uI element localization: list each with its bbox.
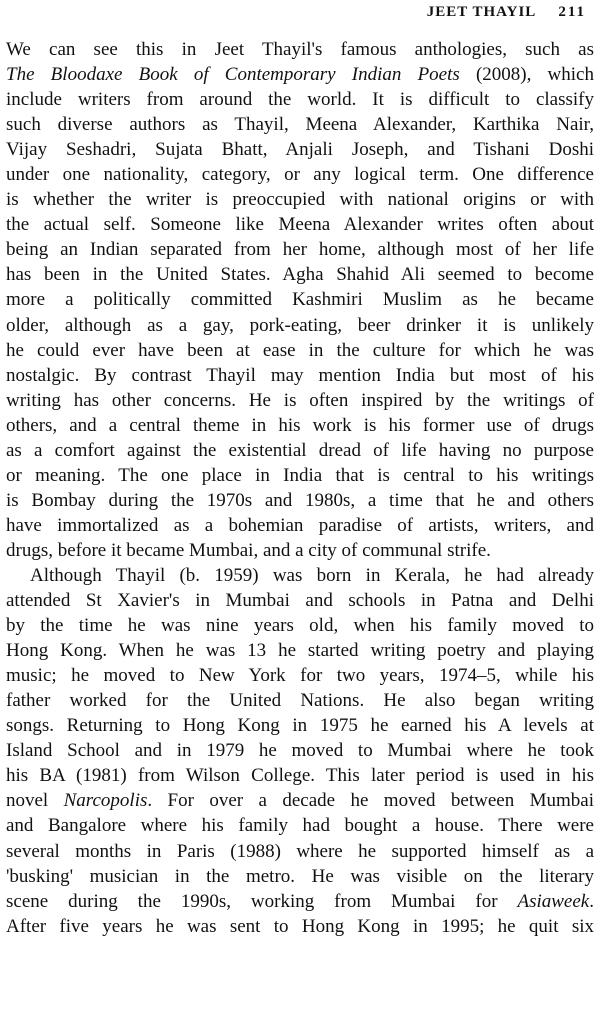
text-segment: his BA (1981) from Wilson College. This later period is used in his [6, 765, 594, 787]
text-line [6, 839, 594, 864]
text-segment: by the time he was nine years old, when his family moved to [6, 615, 594, 637]
text-line [6, 613, 594, 638]
text-segment: Although Thayil (b. 1959) was born in Kerala, he had already [30, 564, 594, 586]
text-segment: others, and a central theme in his work is his former use of drugs [6, 414, 594, 436]
text-line [6, 438, 594, 463]
text-segment: being an Indian separated from her home, although most of her life [6, 239, 594, 261]
text-line [6, 813, 594, 838]
text-segment: songs. Returning to Hong Kong in 1975 he earned his A levels at [6, 715, 594, 737]
text-line [6, 313, 594, 338]
text-segment: under one nationality, category, or any logical term. One difference [6, 164, 594, 186]
text-segment: After five years he was sent to Hong Kong in 1995; he quit six [6, 915, 594, 937]
text-segment: . For over a decade he moved between Mumbai [147, 790, 594, 812]
text-line [6, 513, 594, 538]
text-segment: has been in the United States. Agha Shahid Ali seemed to become [6, 264, 594, 286]
text-segment: or meaning. The one place in India that is central to his writings [6, 464, 594, 486]
text-line [6, 162, 594, 187]
text-line [6, 237, 594, 262]
text-segment: have immortalized as a bohemian paradise of artists, writers, and [6, 514, 594, 536]
text-line [6, 688, 594, 713]
text-segment: and Bangalore where his family had bought a house. There were [6, 815, 594, 837]
text-line [6, 889, 594, 914]
running-head [427, 0, 586, 24]
text-segment: is whether the writer is preoccupied with national origins or with [6, 189, 594, 211]
text-line [6, 413, 594, 438]
text-line [6, 638, 594, 663]
text-line [6, 663, 594, 688]
italic-title: Asiaweek [517, 890, 590, 912]
page-number: 211 [558, 3, 586, 20]
text-segment: nostalgic. By contrast Thayil may mention India but most of his [6, 364, 594, 386]
text-line [6, 864, 594, 889]
text-segment: include writers from around the world. It is difficult to classify [6, 89, 594, 111]
text-line [6, 62, 594, 87]
text-segment: Vijay Seshadri, Sujata Bhatt, Anjali Joseph, and Tishani Doshi [6, 139, 594, 161]
text-line [6, 112, 594, 137]
text-line [6, 187, 594, 212]
text-line [6, 588, 594, 613]
italic-title: The Bloodaxe Book of Contemporary Indian Poets [6, 64, 460, 86]
text-line [6, 37, 594, 62]
italic-title: Narcopolis [63, 790, 148, 812]
text-segment: (2008), which [459, 64, 594, 86]
text-segment: he could ever have been at ease in the culture for which he was [6, 339, 594, 361]
text-line [6, 87, 594, 112]
text-segment: father worked for the United Nations. He also began writing [6, 690, 594, 712]
running-title: JEET THAYIL [426, 3, 537, 20]
text-segment: drugs, before it became Mumbai, and a city of communal strife. [6, 539, 491, 561]
text-segment: music; he moved to New York for two years, 1974–5, while his [6, 665, 594, 687]
text-segment: novel [6, 790, 64, 812]
text-segment: 'busking' musician in the metro. He was visible on the literary [6, 865, 594, 887]
text-segment: writing has other concerns. He is often inspired by the writings of [6, 389, 594, 411]
text-segment: scene during the 1990s, working from Mumbai for [6, 890, 518, 912]
text-line [6, 538, 594, 563]
text-line [6, 363, 594, 388]
text-segment: is Bombay during the 1970s and 1980s, a time that he and others [6, 489, 594, 511]
text-segment: as a comfort against the existential dread of life having no purpose [6, 439, 594, 461]
text-line [6, 137, 594, 162]
text-segment: older, although as a gay, pork-eating, beer drinker it is unlikely [6, 314, 594, 336]
text-segment: . [589, 890, 594, 912]
text-line [6, 287, 594, 312]
text-segment: several months in Paris (1988) where he supported himself as a [6, 840, 594, 862]
text-segment: the actual self. Someone like Meena Alexander writes often about [6, 214, 594, 236]
text-line [6, 563, 594, 588]
text-line [6, 463, 594, 488]
text-segment: Island School and in 1979 he moved to Mumbai where he took [6, 740, 594, 762]
text-segment: more a politically committed Kashmiri Muslim as he became [6, 289, 594, 311]
text-line [6, 738, 594, 763]
text-line [6, 338, 594, 363]
text-line [6, 212, 594, 237]
text-line [6, 713, 594, 738]
text-line [6, 388, 594, 413]
text-segment: such diverse authors as Thayil, Meena Alexander, Karthika Nair, [6, 114, 594, 136]
body-text [6, 37, 594, 939]
text-line [6, 788, 594, 813]
text-segment: We can see this in Jeet Thayil's famous anthologies, such as [6, 39, 594, 60]
text-line [6, 262, 594, 287]
text-line [6, 914, 594, 939]
text-line [6, 488, 594, 513]
text-segment: attended St Xavier's in Mumbai and schools in Patna and Delhi [6, 590, 594, 612]
text-segment: Hong Kong. When he was 13 he started writing poetry and playing [6, 640, 594, 662]
text-line [6, 763, 594, 788]
